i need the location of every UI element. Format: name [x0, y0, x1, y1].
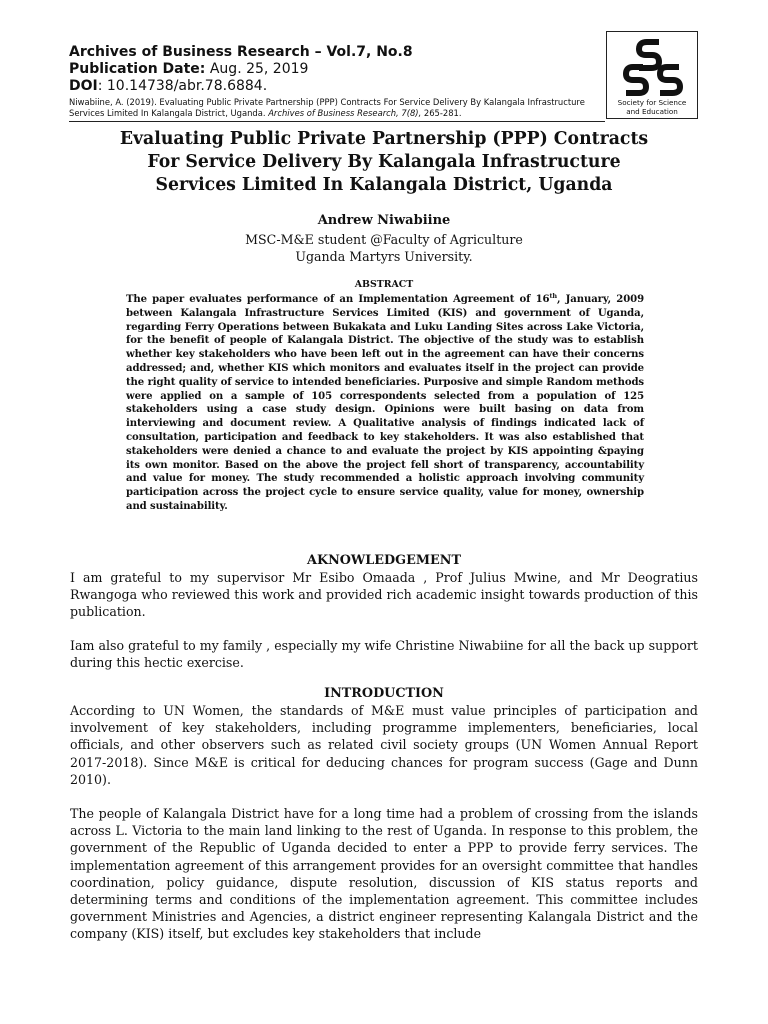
introduction-paragraph-2: The people of Kalangala District have for a long time had a problem of crossing from the islands across L. Victoria to the main land linking to the rest of Uganda. In response to this problem, the government of the Republic of Uganda decided to enter a PPP to provide ferry services. The implementation agreement of this arrangement provides for an oversight committee that handles coordination, policy guidance, dispute resolution, discussion of KIS status reports and determining terms and conditions of the implementation agreement. This committee includes government Ministries and Agencies, a district engineer representing Kalangala District and the company (KIS) itself, but excludes key stakeholders that include — [70, 806, 698, 942]
header-divider — [69, 121, 605, 122]
author-name: Andrew Niwabiine — [317, 213, 451, 228]
title-line-1: Evaluating Public Private Partnership (PPP) Contracts — [119, 129, 649, 149]
citation — [69, 97, 599, 119]
sse-emblem-icon — [621, 36, 685, 98]
paper-title — [0, 128, 768, 197]
introduction-heading: INTRODUCTION — [324, 686, 444, 701]
citation-line-2: Services Limited In Kalangala District, Uganda. Archives of Business Research, 7(8), 265-281. — [69, 108, 462, 118]
sse-logo — [606, 31, 698, 119]
acknowledgement-paragraph-2: Iam also grateful to my family , especially my wife Christine Niwabiine for all the back up support during this hectic exercise. — [70, 638, 698, 671]
journal-header — [69, 44, 599, 119]
journal-title: Archives of Business Research – Vol.7, No.8 — [69, 44, 413, 60]
logo-text-2: and Education — [626, 107, 678, 116]
publication-date: Publication Date: Aug. 25, 2019 — [69, 61, 309, 77]
title-line-2: For Service Delivery By Kalangala Infrastructure — [147, 152, 621, 172]
title-line-3: Services Limited In Kalangala District, Uganda — [155, 175, 613, 195]
abstract-body: The paper evaluates performance of an Implementation Agreement of 16th, January, 2009 between Kalangala Infrastructure Services Limited (KIS) and government of Uganda, regarding Ferry Operations between Bukakata and Luku Landing Sites across Lake Victoria, for the benefit of people of Kalangala District. The objective of the study was to establish whether key stakeholders who have been left out in the agreement can have their concerns addressed; and, whether KIS which monitors and evaluates itself in the project can provide the right quality of service to intended beneficiaries. Purposive and simple Random methods were applied on a sample of 105 correspondents selected from a population of 125 stakeholders using a case study design. Opinions were built basing on data from interviewing and document review. A Qualitative analysis of findings indicated lack of consultation, participation and feedback to key stakeholders. It was also established that stakeholders were denied a chance to and evaluate the project by KIS appointing &paying its own monitor. Based on the above the project fell short of transparency, accountability and value for money. The study recommended a holistic approach involving community participation across the project cycle to ensure service quality, value for money, ownership and sustainability. — [126, 292, 644, 512]
logo-text-1: Society for Science — [617, 98, 687, 107]
doi: DOI: 10.14738/abr.78.6884. — [69, 78, 268, 94]
affiliation-line-2: Uganda Martyrs University. — [295, 249, 473, 264]
author-affiliation — [0, 231, 768, 265]
introduction-paragraph-1: According to UN Women, the standards of M&E must value principles of participation and involvement of key stakeholders, including programme implementers, beneficiaries, local officials, and other observers such as related civil society groups (UN Women Annual Report 2017-2018). Since M&E is critical for deducing chances for program success (Gage and Dunn 2010). — [70, 703, 698, 787]
citation-line-1: Niwabiine, A. (2019). Evaluating Public Private Partnership (PPP) Contracts For Service Delivery By Kalangala Infrastructure — [69, 97, 585, 107]
affiliation-line-1: MSC-M&E student @Faculty of Agriculture — [245, 232, 523, 247]
abstract-heading: ABSTRACT — [354, 279, 414, 290]
acknowledgement-heading: AKNOWLEDGEMENT — [307, 553, 461, 568]
acknowledgement-paragraph-1: I am grateful to my supervisor Mr Esibo Omaada , Prof Julius Mwine, and Mr Deogratius Rwangoga who reviewed this work and provided rich academic insight towards production of this publication. — [70, 570, 698, 620]
